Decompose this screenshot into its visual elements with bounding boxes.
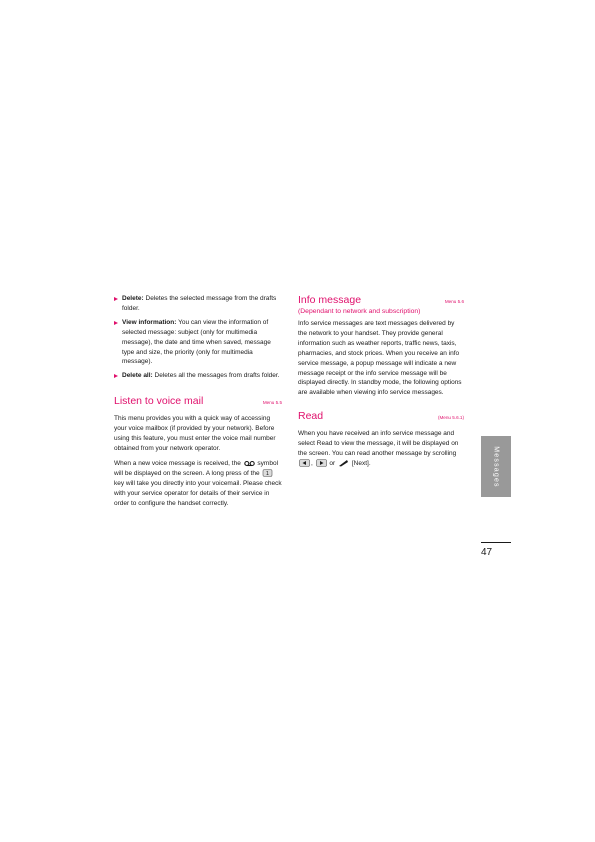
page-number: 47: [481, 547, 493, 558]
paragraph-text: When a new voice message is received, the: [114, 459, 243, 467]
section-heading-read: [298, 410, 464, 423]
paragraph-text: [Next].: [350, 459, 371, 467]
section-title: Info message: [298, 294, 362, 306]
paragraph-text: ,: [311, 459, 315, 467]
bullet-arrow-icon: [114, 374, 118, 378]
bullet-term: View information:: [122, 318, 177, 326]
bullet-text: You can view the information of selected message: subject (only for multimedia message), the date and time when saved, message type and size, the priority (only for multimedia message).: [122, 318, 271, 366]
info-message-paragraph: Info service messages are text messages delivered by the network to your handset. They provide general information such as weather reports, traffic news, taxis, pharmacies, and stock prices. When you receive an info service message, a popup message will indicate a new message receipt or the info service message will be displayed directly. In standby mode, the following options are available when viewing info service messages.: [298, 320, 462, 397]
soft-key-icon: [338, 459, 349, 467]
menu-reference: Menu 5.6: [444, 299, 464, 304]
bullet-term: Delete:: [122, 295, 144, 302]
bullet-delete: [114, 294, 282, 314]
voicemail-key-icon: [262, 469, 273, 477]
chapter-tab-label: Messages: [492, 445, 500, 488]
voice-mail-paragraph-1: This menu provides you with a quick way of accessing your voice mailbox (if provided by your network). Before using this feature, you must enter the voice mail number obtained from your network operator.: [114, 415, 276, 452]
chapter-tab: [481, 436, 511, 497]
bullet-text: Deletes all the messages from drafts folder.: [152, 372, 280, 380]
paragraph-text: key will take you directly into your voicemail. Please check with your service operator for details of their service in order to configure the handset correctly.: [114, 479, 282, 507]
right-column: [298, 294, 464, 474]
bullet-delete-all: [114, 371, 282, 381]
section-title: Read: [298, 410, 324, 423]
nav-right-key-icon: [316, 459, 327, 467]
paragraph-text: or: [327, 459, 338, 467]
section-heading-voice-mail: [114, 395, 282, 408]
menu-reference: (Menu 5.6.1): [437, 415, 464, 421]
menu-reference: Menu 5.5: [262, 400, 282, 406]
voicemail-symbol-icon: [244, 459, 255, 467]
left-column: [114, 294, 282, 513]
section-title: Listen to voice mail: [114, 395, 204, 408]
bullet-text: Deletes the selected message from the drafts folder.: [122, 295, 277, 312]
svg-text:1: 1: [266, 471, 270, 478]
page-number-rule: [481, 542, 511, 543]
section-heading-info-message: [298, 294, 464, 307]
paragraph-text: symbol will be displayed on the screen. A long press of the: [114, 459, 279, 477]
nav-left-key-icon: [299, 459, 310, 467]
bullet-term: Delete all:: [122, 372, 153, 380]
bullet-arrow-icon: [114, 321, 118, 325]
paragraph-text: When you have received an info service message and select Read to view the message, it will be displayed on the screen. You can read another message by scrolling: [298, 430, 459, 458]
bullet-arrow-icon: [114, 297, 118, 301]
read-paragraph: [298, 429, 464, 469]
bullet-view-information: [114, 318, 282, 368]
section-subtitle: (Dependant to network and subscription): [298, 308, 421, 315]
voice-mail-paragraph-2: [114, 459, 282, 509]
